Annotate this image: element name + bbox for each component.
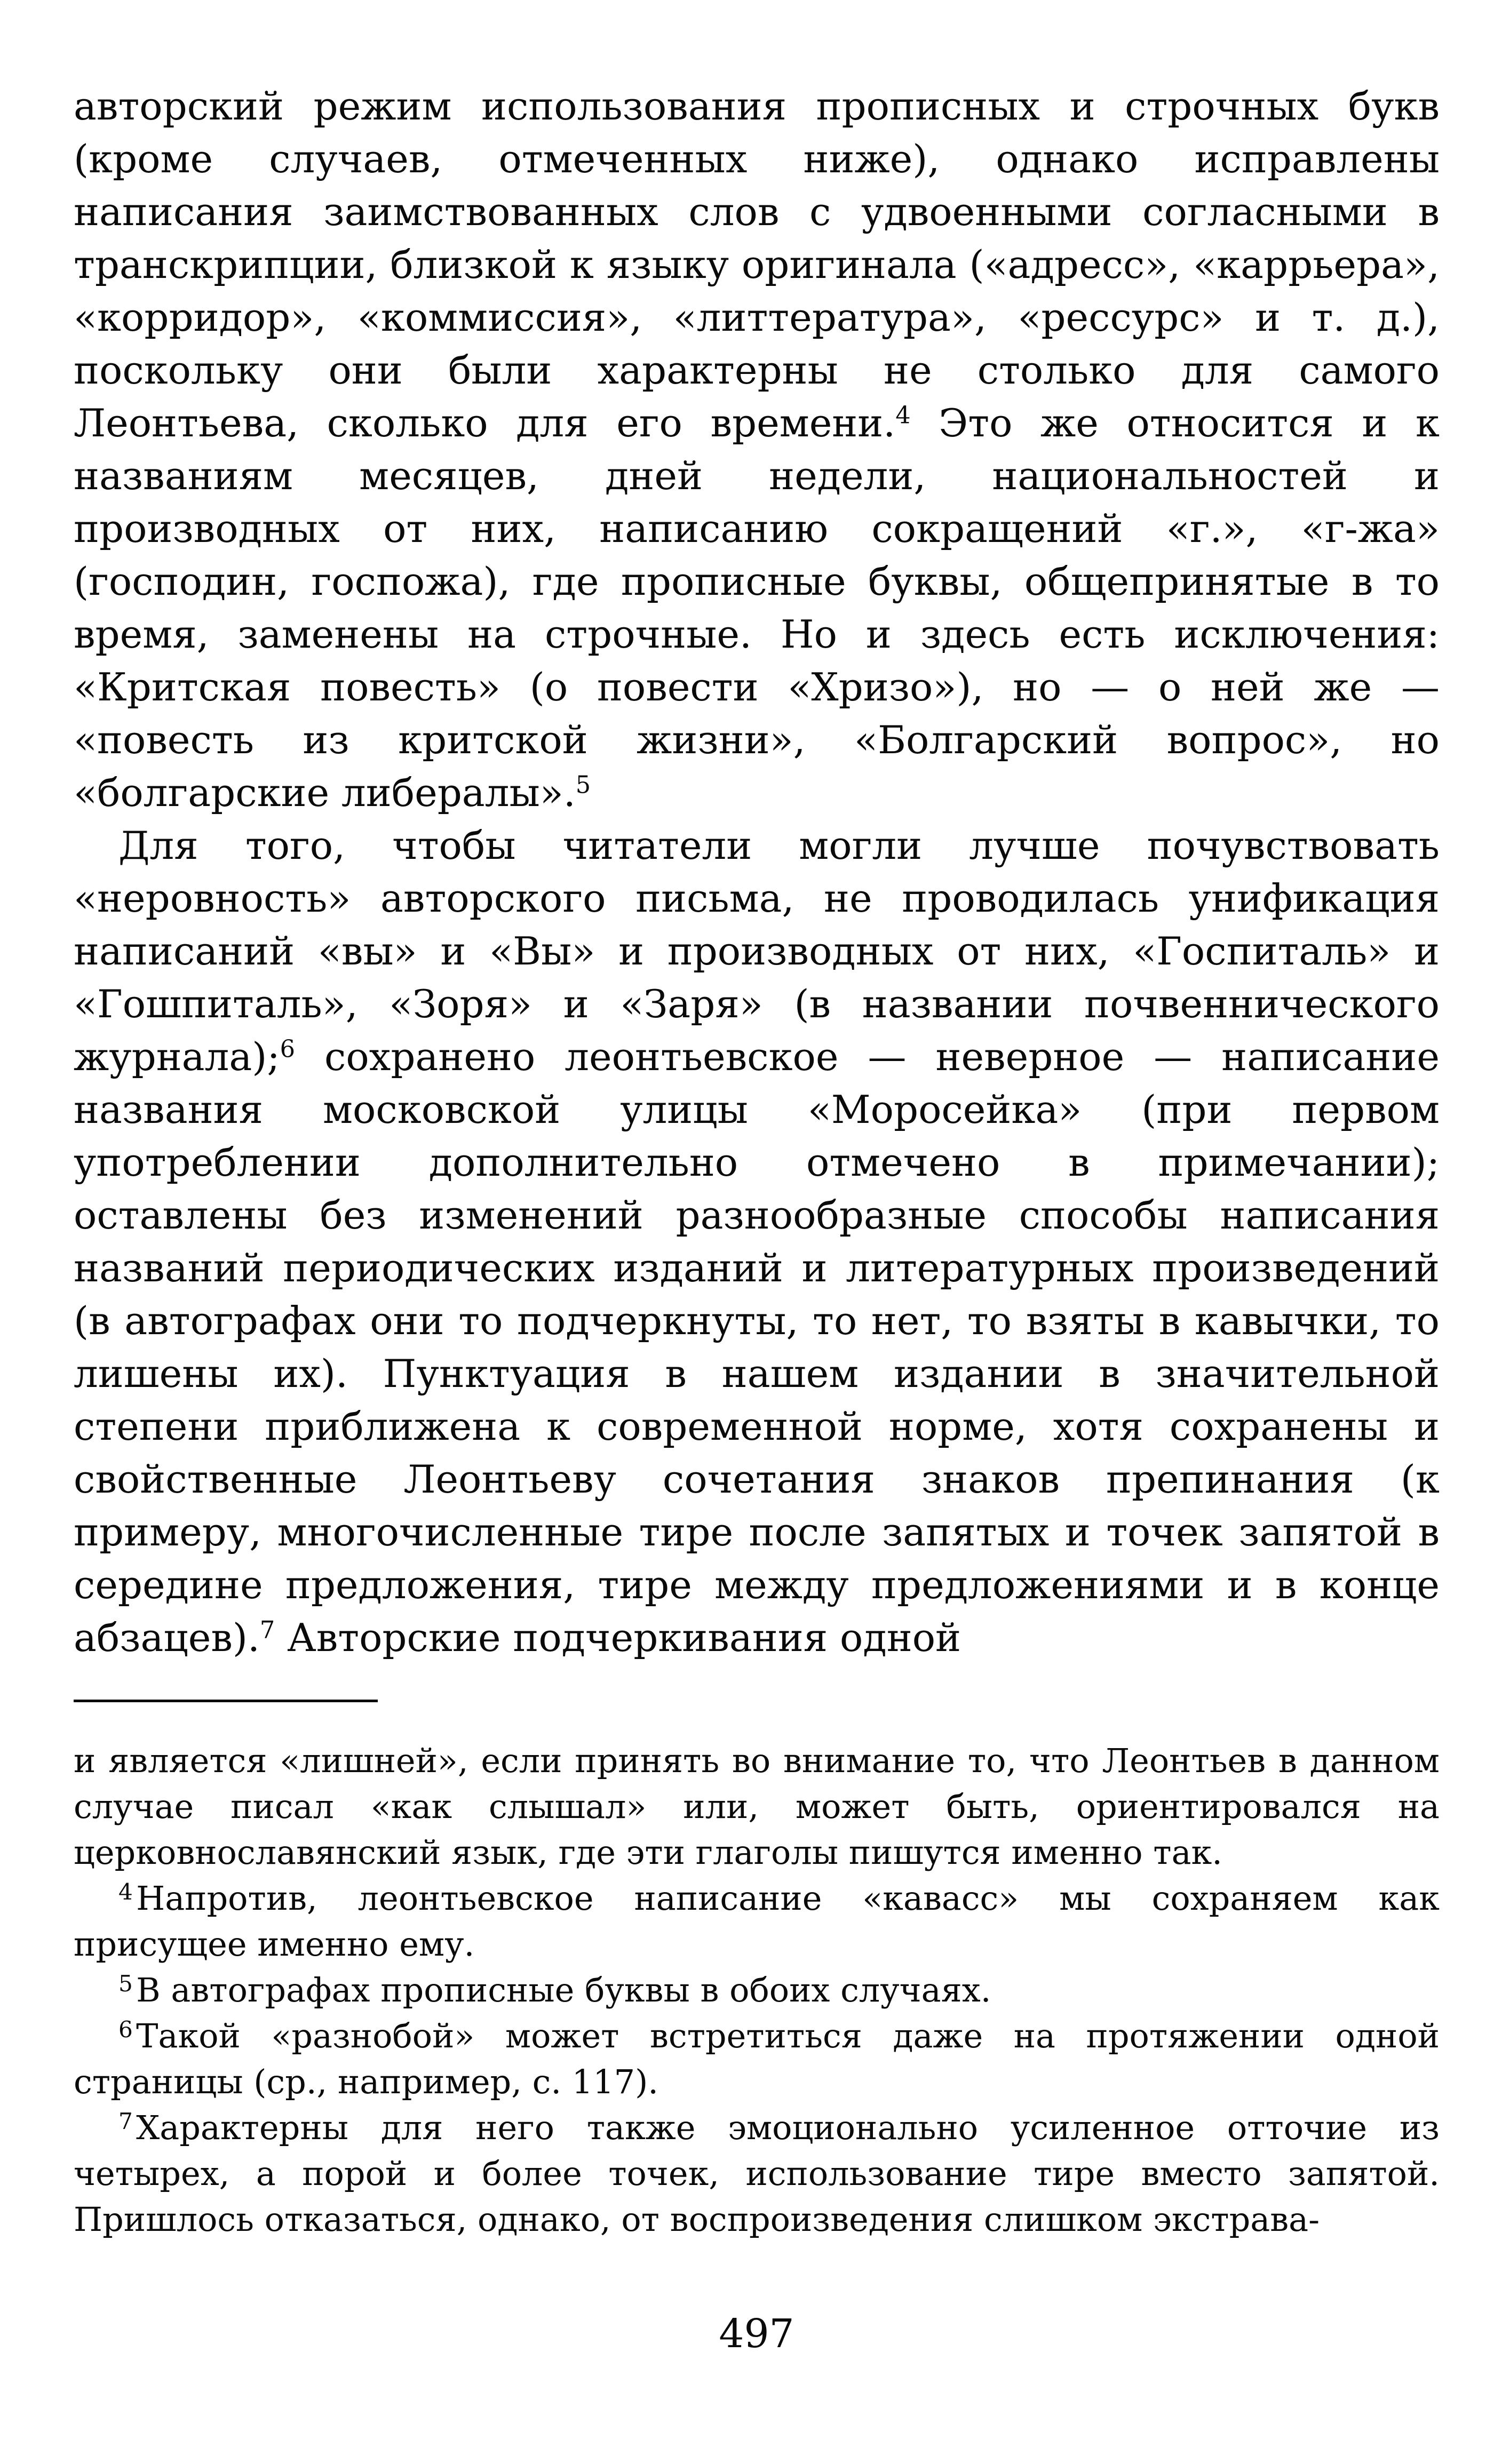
footnote-divider [74,1700,378,1702]
footnote-6-text: Такой «разнобой» может встретиться даже на протяжении одной страницы (ср., например, с. 117). [74,2016,1440,2101]
paragraph-2-text-c: Авторские подчеркивания одной [275,1615,961,1660]
footnote-4-mark: 4 [118,1879,133,1905]
footnote-6 [74,2013,1440,2105]
footnote-continuation: и является «лишней», если принять во внимание то, что Леонтьев в данном случае писал «как слышал» или, может быть, ориентировался на церковнославянский язык, где эти глаголы пишутся именно так. [74,1741,1440,1872]
footnote-5-text: В автографах прописные буквы в обоих случаях. [136,1971,991,2010]
paragraph-2-text-a: Для того, чтобы читатели могли лучше почувствовать «неровность» авторского письма, не проводилась унификация написаний «вы» и «Вы» и производных от них, «Госпиталь» и «Гошпиталь», «Зоря» и «Заря» (в названии почвеннического журнала); [74,823,1440,1079]
main-text [74,80,1440,1664]
footnote-ref-4: 4 [895,401,911,429]
footnotes [74,1738,1440,2243]
page-number: 497 [719,2311,794,2357]
book-page [74,80,1440,2427]
footnote-5 [74,1967,1440,2013]
footnote-7-text: Характерны для него также эмоционально усиленное отточие из четырех, а порой и более точек, использование тире вместо запятой. Пришлось отказаться, однако, от воспроизведения слишком экстрава- [74,2108,1440,2239]
paragraph-1-text-b: Это же относится и к названиям месяцев, дней недели, национальностей и производных от них, написанию сокращений «г.», «г-жа» (господин, госпожа), где прописные буквы, общепринятые в то время, заменены на строчные. Но и здесь есть исключения: «Критская повесть» (о повести «Хризо»), но — о ней же — «повесть из критской жизни», «Болгарский вопрос», но «болгарские либералы». [74,401,1440,815]
footnote-4 [74,1876,1440,1967]
footnote-5-mark: 5 [118,1971,133,1997]
footnote-ref-7: 7 [259,1616,275,1644]
paragraph-1 [74,80,1440,819]
footnote-6-mark: 6 [118,2016,133,2043]
paragraph-2 [74,819,1440,1664]
paragraph-1-text-a: авторский режим использования прописных и строчных букв (кроме случаев, отмеченных ниже), однако исправлены написания заимствованных слов с удвоенными согласными в транскрипции, близкой к языку оригинала («адресс», «каррьера», «корридор», «коммиссия», «литтература», «рессурс» и т. д.), поскольку они были характерны не столько для самого Леонтьева, сколько для его времени. [74,84,1440,445]
footnote-7-mark: 7 [118,2108,133,2135]
paragraph-2-text-b: сохранено леонтьевское — неверное — написание названия московской улицы «Моросейка» (при первом употреблении дополнительно отмечено в примечании); оставлены без изменений разнообразные способы написания названий периодических изданий и литературных произведений (в автографах они то подчеркнуты, то нет, то взяты в кавычки, то лишены их). Пунктуация в нашем издании в значительной степени приближена к современной норме, хотя сохранены и свойственные Леонтьеву сочетания знаков препинания (к примеру, многочисленные тире после запятых и точек запятой в середине предложения, тире между предложениями и в конце абзацев). [74,1034,1440,1660]
footnote-7 [74,2105,1440,2243]
footnote-4-text: Напротив, леонтьевское написание «кавасс» мы сохраняем как присущее именно ему. [74,1879,1440,1964]
footnote-ref-6: 6 [280,1035,296,1063]
footnote-ref-5: 5 [575,771,591,799]
